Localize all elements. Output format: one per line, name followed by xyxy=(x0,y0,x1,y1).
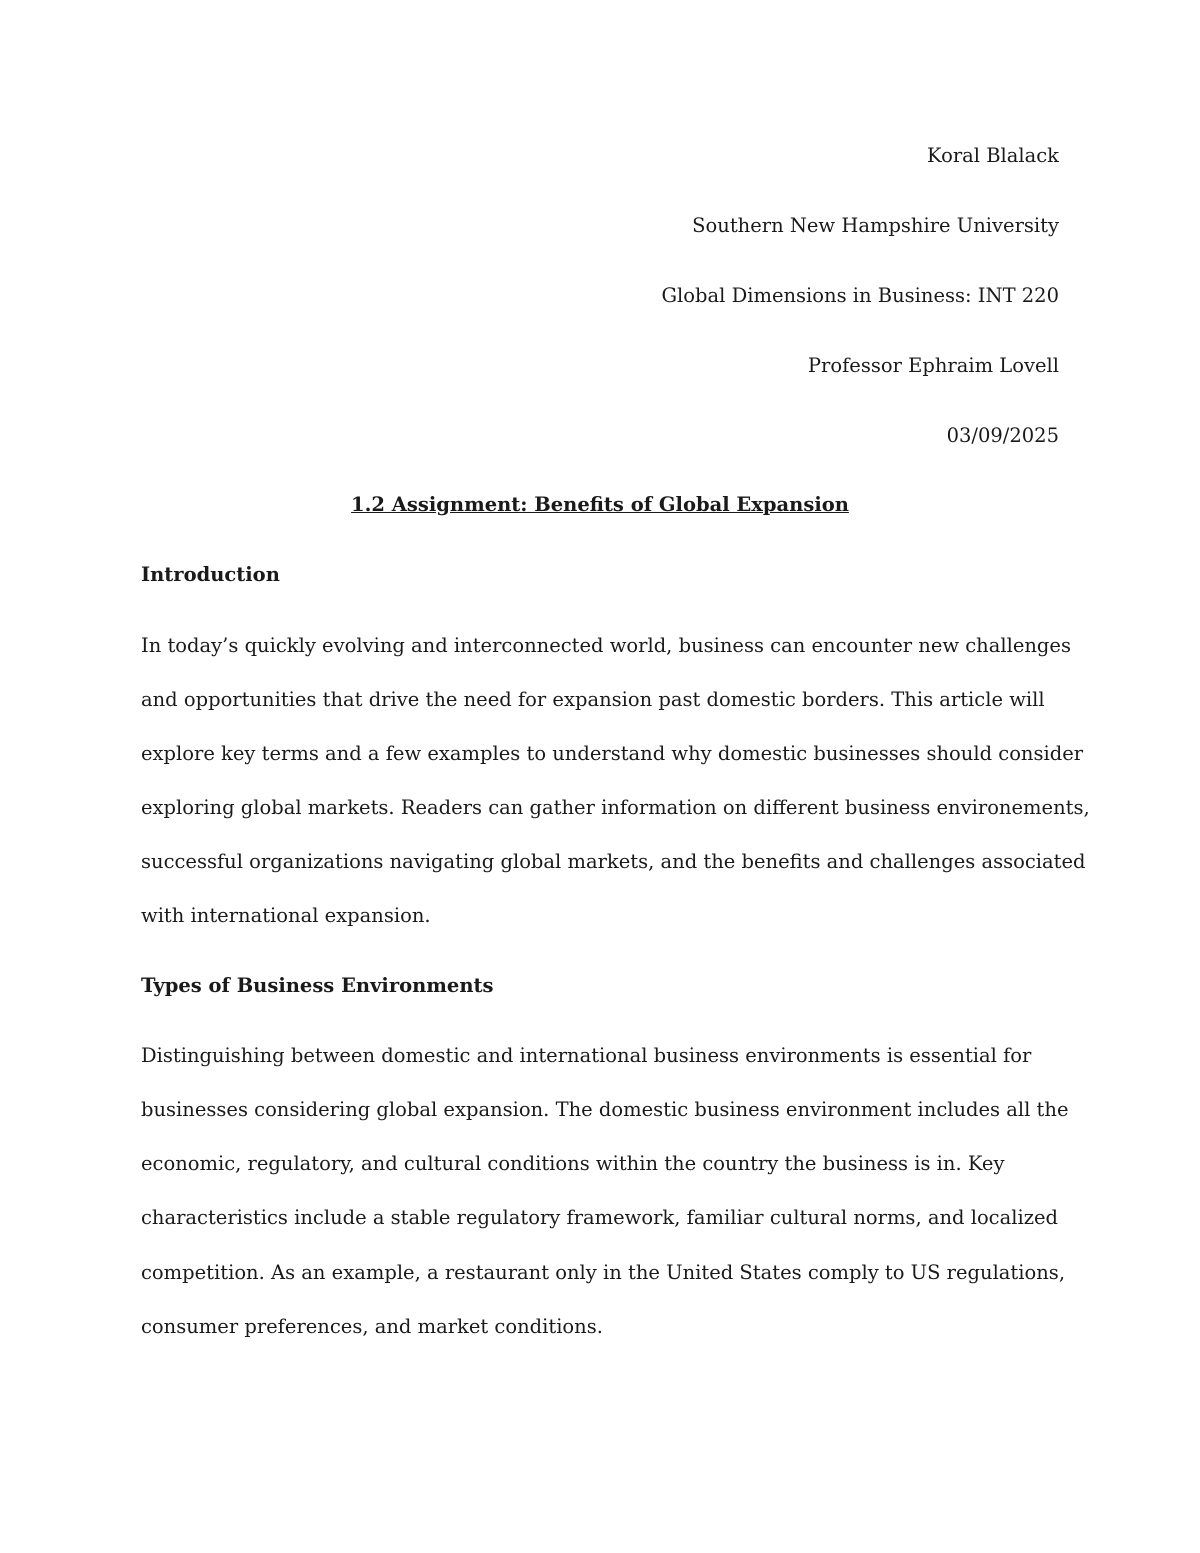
author-name: Koral Blalack xyxy=(927,144,1059,167)
submission-date: 03/09/2025 xyxy=(946,424,1059,447)
paragraph-line: competition. As an example, a restaurant only in the United States comply to US regulations, xyxy=(141,1261,1066,1284)
paragraph-line: consumer preferences, and market conditions. xyxy=(141,1315,603,1338)
paragraph-line: and opportunities that drive the need for expansion past domestic borders. This article will xyxy=(141,688,1045,711)
paragraph-line: with international expansion. xyxy=(141,904,431,927)
paragraph-line: In today’s quickly evolving and interconnected world, business can encounter new challenges xyxy=(141,634,1071,657)
document-title: 1.2 Assignment: Benefits of Global Expansion xyxy=(351,493,849,516)
institution-name: Southern New Hampshire University xyxy=(692,214,1059,237)
paragraph-line: successful organizations navigating global markets, and the benefits and challenges associated xyxy=(141,850,1086,873)
paragraph-line: characteristics include a stable regulatory framework, familiar cultural norms, and localized xyxy=(141,1206,1058,1229)
paragraph-line: Distinguishing between domestic and international business environments is essential for xyxy=(141,1044,1032,1067)
course-name: Global Dimensions in Business: INT 220 xyxy=(661,284,1059,307)
paragraph-line: exploring global markets. Readers can gather information on different business environements, xyxy=(141,796,1090,819)
paragraph-line: businesses considering global expansion. The domestic business environment includes all the xyxy=(141,1098,1069,1121)
paragraph-line: explore key terms and a few examples to understand why domestic businesses should consider xyxy=(141,742,1084,765)
paragraph-line: economic, regulatory, and cultural conditions within the country the business is in. Key xyxy=(141,1152,1005,1175)
section-heading-introduction: Introduction xyxy=(141,563,280,586)
professor-name: Professor Ephraim Lovell xyxy=(807,354,1059,377)
section-heading-business-environments: Types of Business Environments xyxy=(141,974,494,997)
